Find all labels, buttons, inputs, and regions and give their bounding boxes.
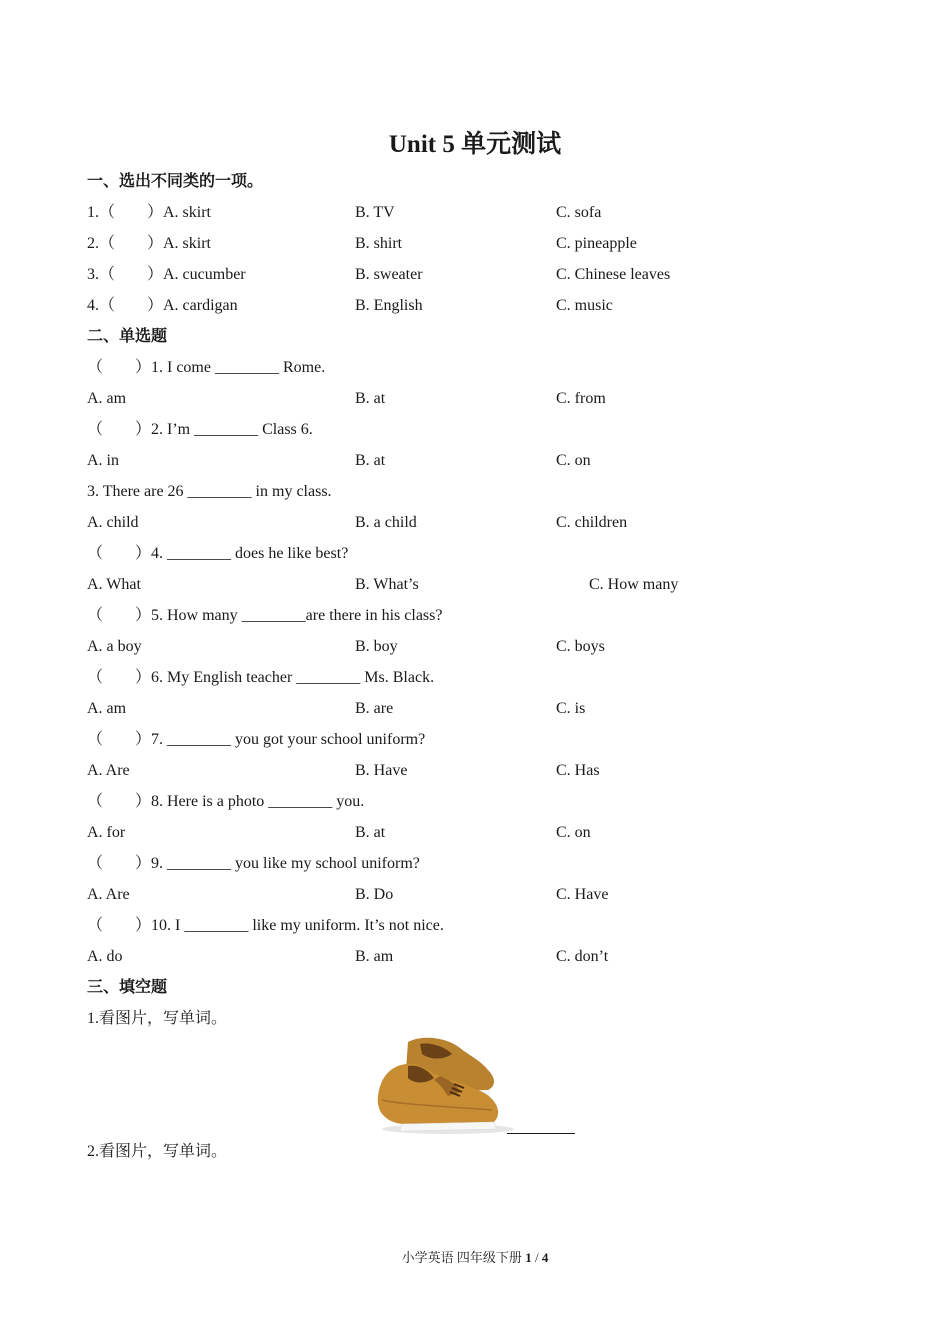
question-text: （ ）8. Here is a photo ________ you.	[87, 793, 365, 810]
fill-prompt: 2.看图片，写单词。	[87, 1143, 228, 1160]
option-b: B. at	[355, 452, 386, 469]
option-c: C. pineapple	[556, 235, 637, 252]
option-c: C. on	[556, 824, 591, 841]
page-number: 1	[525, 1250, 532, 1265]
option-c: C. on	[556, 452, 591, 469]
item-stem: 4.（ ）A. cardigan	[87, 297, 238, 314]
item-stem: 3.（ ）A. cucumber	[87, 266, 246, 283]
option-c: C. music	[556, 297, 613, 314]
option-c: C. from	[556, 390, 606, 407]
option-b: B. are	[355, 700, 394, 717]
page-total: 4	[541, 1250, 549, 1265]
option-b: B. TV	[355, 204, 395, 221]
option-a: A. am	[87, 390, 127, 407]
option-b: B. am	[355, 948, 394, 965]
option-a: A. for	[87, 824, 126, 841]
option-b: B. boy	[355, 638, 398, 655]
option-c: C. How many	[589, 576, 679, 593]
option-c: C. Chinese leaves	[556, 266, 671, 283]
option-b: B. Do	[355, 886, 394, 903]
option-a: A. Are	[87, 762, 130, 779]
question-text: （ ）1. I come ________ Rome.	[87, 359, 326, 376]
option-a: A. Are	[87, 886, 130, 903]
question-text: （ ）4. ________ does he like best?	[87, 545, 349, 562]
option-c: C. Have	[556, 886, 609, 903]
option-b: B. What’s	[355, 576, 419, 593]
option-c: C. sofa	[556, 204, 602, 221]
question-text: （ ）2. I’m ________ Class 6.	[87, 421, 313, 438]
page-separator: /	[531, 1250, 542, 1265]
option-b: B. Have	[355, 762, 408, 779]
question-text: （ ）6. My English teacher ________ Ms. Black.	[87, 669, 435, 686]
section3-heading: 三、填空题	[87, 979, 168, 996]
option-a: A. in	[87, 452, 119, 469]
option-c: C. Has	[556, 762, 600, 779]
option-b: B. sweater	[355, 266, 423, 283]
section1-heading: 一、选出不同类的一项。	[87, 173, 264, 190]
question-text: （ ）7. ________ you got your school uniform?	[87, 731, 426, 748]
footer-text: 小学英语 四年级下册	[401, 1250, 526, 1265]
option-c: C. boys	[556, 638, 605, 655]
item-stem: 1.（ ）A. skirt	[87, 204, 212, 221]
question-text: （ ）10. I ________ like my uniform. It’s not nice.	[87, 917, 444, 934]
option-a: A. What	[87, 576, 141, 593]
question-text: （ ）5. How many ________are there in his class?	[87, 607, 443, 624]
page-title: Unit 5 单元测试	[388, 131, 562, 158]
option-b: B. English	[355, 297, 423, 314]
question-text: （ ）9. ________ you like my school uniform?	[87, 855, 420, 872]
question-text: 3. There are 26 ________ in my class.	[87, 483, 332, 500]
shoe-image	[368, 1030, 518, 1135]
section2-heading: 二、单选题	[87, 328, 168, 345]
option-a: A. child	[87, 514, 139, 531]
item-stem: 2.（ ）A. skirt	[87, 235, 212, 252]
option-a: A. am	[87, 700, 127, 717]
option-a: A. do	[87, 948, 123, 965]
option-b: B. at	[355, 824, 386, 841]
option-c: C. don’t	[556, 948, 609, 965]
option-c: C. children	[556, 514, 628, 531]
option-c: C. is	[556, 700, 586, 717]
option-b: B. shirt	[355, 235, 403, 252]
page-footer	[0, 1247, 950, 1266]
option-b: B. at	[355, 390, 386, 407]
answer-blank[interactable]	[507, 1133, 575, 1134]
option-a: A. a boy	[87, 638, 142, 655]
fill-prompt: 1.看图片，写单词。	[87, 1010, 228, 1027]
option-b: B. a child	[355, 514, 417, 531]
